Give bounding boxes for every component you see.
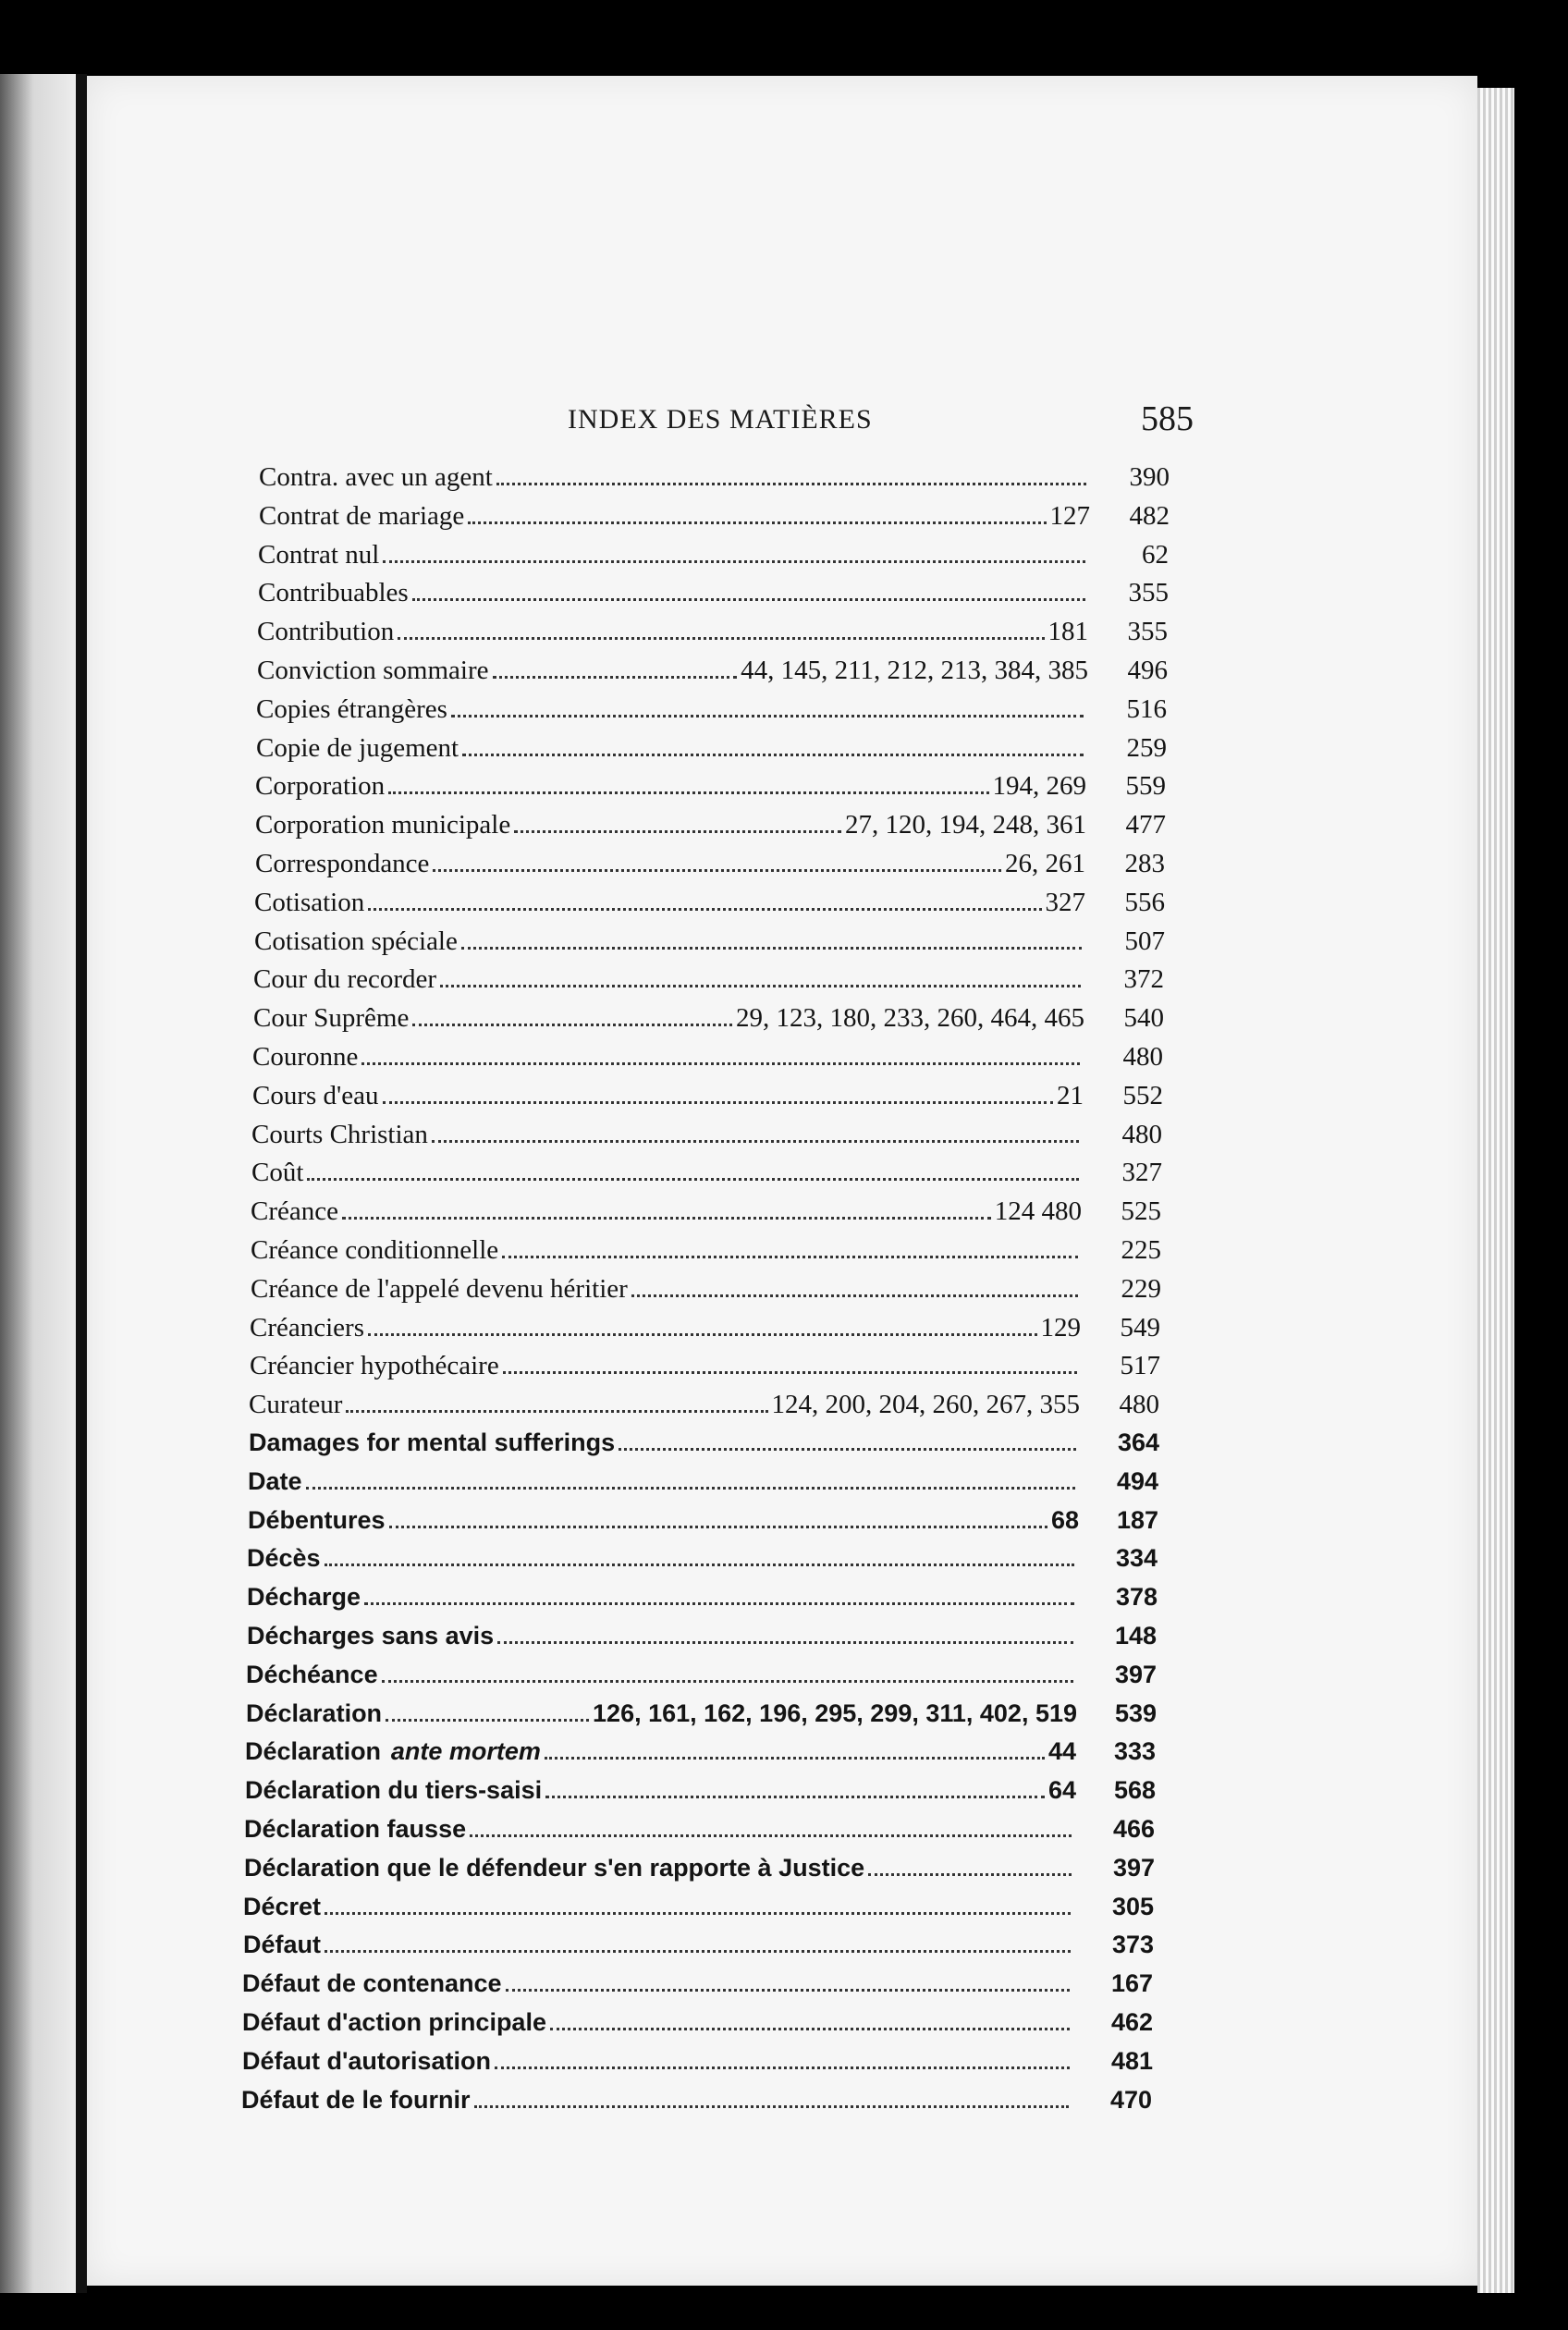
dot-leader — [550, 2020, 1070, 2030]
index-entry — [242, 2047, 1153, 2086]
index-entry-refs: 26, 261 — [1005, 849, 1085, 878]
index-entry — [243, 1931, 1154, 1969]
dot-leader — [432, 1133, 1079, 1143]
index-entry-term: Contribution — [257, 617, 395, 646]
index-entry-term: Déclaration du tiers-saisi — [245, 1776, 543, 1804]
index-entry-term: Créance de l'appelé devenu héritier — [251, 1274, 628, 1304]
index-entry-page: 517 — [1120, 1351, 1160, 1380]
index-entry-refs: 181 — [1047, 617, 1088, 646]
dot-leader — [545, 1788, 1045, 1798]
index-entry-term: Créancier hypothécaire — [250, 1351, 499, 1380]
index-entry — [247, 1622, 1157, 1661]
dot-leader — [493, 668, 738, 679]
dot-leader — [325, 1943, 1071, 1953]
index-entry — [254, 926, 1165, 965]
dot-leader — [433, 862, 1001, 872]
index-entry-page: 283 — [1124, 849, 1165, 878]
dot-leader — [383, 553, 1085, 563]
index-entry — [259, 462, 1170, 501]
index-entry — [258, 540, 1169, 579]
index-entry-term: Courts Christian — [251, 1120, 428, 1149]
index-entry — [247, 1583, 1158, 1622]
index-entry-page: 305 — [1111, 1893, 1154, 1920]
index-entry-page: 480 — [1122, 1042, 1163, 1072]
index-entry-refs: 44 — [1047, 1737, 1076, 1765]
index-entry — [242, 1969, 1153, 2008]
index-entry-page: 568 — [1113, 1776, 1156, 1804]
index-entry-refs: 129 — [1040, 1313, 1081, 1343]
index-entry — [250, 1313, 1160, 1352]
index-entry-term: Débentures — [248, 1506, 386, 1534]
running-header-title: INDEX DES MATIÈRES — [568, 404, 873, 435]
index-entry-refs: 68 — [1050, 1506, 1079, 1534]
index-entry-page: 167 — [1110, 1969, 1153, 1997]
index-entry — [258, 578, 1169, 617]
dot-leader — [306, 1479, 1075, 1490]
index-entry-page: 480 — [1119, 1390, 1159, 1419]
index-entry — [248, 1467, 1158, 1506]
index-entry-page: 494 — [1116, 1467, 1158, 1495]
book-spine — [76, 74, 87, 2293]
index-entry — [256, 733, 1167, 772]
index-entry-page: 477 — [1125, 810, 1166, 840]
index-entry-page: 462 — [1110, 2008, 1153, 2036]
index-entry-refs: 21 — [1057, 1081, 1084, 1110]
dot-leader — [440, 977, 1081, 987]
index-entry-term: Déchéance — [246, 1661, 378, 1688]
index-entry-page: 364 — [1117, 1429, 1159, 1456]
dot-leader — [412, 1016, 732, 1026]
index-entry — [249, 1390, 1159, 1429]
index-entry-term: Corporation municipale — [255, 810, 511, 840]
index-entry — [248, 1506, 1158, 1545]
index-entry-term: Décret — [243, 1893, 322, 1920]
left-page-edge — [0, 74, 83, 2293]
index-entry-page: 333 — [1113, 1737, 1156, 1765]
dot-leader — [495, 2059, 1070, 2069]
index-entry-term: Défaut de le fournir — [241, 2086, 471, 2114]
index-entry-refs: 126, 161, 162, 196, 295, 299, 311, 402, 519 — [593, 1699, 1077, 1727]
index-entry — [242, 2008, 1153, 2047]
index-entry — [249, 1429, 1159, 1467]
index-entry — [255, 771, 1166, 810]
dot-leader — [364, 1595, 1074, 1605]
index-entry-term: Défaut de contenance — [242, 1969, 502, 1997]
index-entry-page: 225 — [1121, 1235, 1161, 1265]
index-entry — [250, 1351, 1160, 1390]
dot-leader — [470, 1827, 1072, 1837]
index-entry-page: 559 — [1125, 771, 1166, 801]
index-entry-page: 466 — [1112, 1815, 1155, 1843]
index-entry — [255, 849, 1165, 888]
dot-leader — [496, 475, 1086, 485]
index-entry — [251, 1158, 1162, 1196]
index-entry-term: Créance conditionnelle — [251, 1235, 499, 1265]
index-entry-page: 516 — [1126, 694, 1167, 724]
index-entry — [251, 1235, 1161, 1274]
index-entry-term: Cour Suprême — [253, 1003, 410, 1033]
index-entry-page: 334 — [1115, 1544, 1158, 1572]
index-entry — [245, 1776, 1156, 1815]
index-entry-page: 373 — [1111, 1931, 1154, 1958]
index-entry — [252, 1042, 1163, 1081]
index-entry — [259, 501, 1170, 540]
index-entry-refs: 194, 269 — [992, 771, 1086, 801]
index-entry-page: 539 — [1114, 1699, 1157, 1727]
index-entry — [256, 694, 1167, 733]
index-entry — [244, 1815, 1155, 1854]
index-entry-page: 229 — [1121, 1274, 1161, 1304]
dot-leader — [346, 1403, 767, 1413]
dot-leader — [368, 1326, 1037, 1336]
index-entry-term: Couronne — [252, 1042, 359, 1072]
index-entry — [253, 1003, 1164, 1042]
dot-leader — [868, 1866, 1072, 1876]
index-entry-term: Cours d'eau — [252, 1081, 379, 1110]
index-entry-term-italic: ante mortem — [390, 1737, 541, 1765]
dot-leader — [383, 1094, 1053, 1104]
index-entry-refs: 124 480 — [994, 1196, 1082, 1226]
index-entry-page: 482 — [1129, 501, 1170, 531]
dot-leader — [497, 1634, 1073, 1644]
index-entry-term: Copie de jugement — [256, 733, 459, 763]
index-entry-page: 481 — [1110, 2047, 1153, 2075]
index-entry-page: 355 — [1127, 617, 1168, 646]
dot-leader — [514, 823, 841, 833]
dot-leader — [506, 1981, 1070, 1992]
index-entry-term: Conviction sommaire — [257, 656, 489, 685]
index-entry-page: 148 — [1114, 1622, 1157, 1649]
index-entry — [243, 1893, 1154, 1931]
dot-leader — [503, 1364, 1077, 1374]
index-entry-term: Curateur — [249, 1390, 343, 1419]
index-entry-page: 525 — [1121, 1196, 1161, 1226]
index-entry-term: Défaut d'autorisation — [242, 2047, 491, 2075]
page-stack-edge — [1477, 88, 1514, 2293]
dot-leader — [631, 1287, 1078, 1297]
page-number: 585 — [1141, 399, 1194, 438]
dot-leader — [307, 1171, 1079, 1181]
index-entry-refs: 127 — [1049, 501, 1090, 531]
index-entry-term: Décès — [247, 1544, 321, 1572]
index-entry-term: Décharges sans avis — [247, 1622, 495, 1649]
dot-leader — [545, 1749, 1045, 1760]
index-entry — [252, 1081, 1163, 1120]
index-entry-page: 355 — [1128, 578, 1169, 607]
index-entry-term: Contrat de mariage — [259, 501, 465, 531]
index-entry-refs: 124, 200, 204, 260, 267, 355 — [771, 1390, 1080, 1419]
index-entry-page: 540 — [1123, 1003, 1164, 1033]
index-entry-term: Corporation — [255, 771, 386, 801]
index-entry — [246, 1699, 1157, 1738]
index-entry-page: 397 — [1112, 1854, 1155, 1882]
dot-leader — [342, 1209, 991, 1220]
index-entry-page: 549 — [1120, 1313, 1160, 1343]
dot-leader — [388, 784, 988, 794]
index-entry-page: 390 — [1129, 462, 1170, 492]
index-entry-term: Cour du recorder — [253, 964, 437, 994]
dot-leader — [398, 630, 1044, 640]
index-entry-page: 62 — [1142, 540, 1169, 570]
index-entry — [253, 964, 1164, 1003]
index-entry — [254, 888, 1165, 926]
index-entry-term: Contribuables — [258, 578, 409, 607]
dot-leader — [468, 514, 1046, 524]
index-entry — [251, 1196, 1161, 1235]
dot-leader — [325, 1556, 1074, 1566]
index-entry — [255, 810, 1166, 849]
index-entry-page: 259 — [1126, 733, 1167, 763]
index-entry — [257, 656, 1168, 694]
index-entry-page: 507 — [1124, 926, 1165, 956]
dot-leader — [412, 591, 1085, 601]
index-entry — [244, 1854, 1155, 1893]
index-entry-refs: 27, 120, 194, 248, 361 — [845, 810, 1086, 840]
index-entry — [247, 1544, 1158, 1583]
index-entry-page: 556 — [1124, 888, 1165, 917]
index-entry-term: Correspondance — [255, 849, 430, 878]
index-entry-page: 378 — [1115, 1583, 1158, 1611]
index-entry-page: 480 — [1121, 1120, 1162, 1149]
index-entry-page: 552 — [1122, 1081, 1163, 1110]
index-entry — [257, 617, 1168, 656]
index-entry-term: Défaut — [243, 1931, 322, 1958]
index-entry-term: Créance — [251, 1196, 338, 1226]
dot-leader — [619, 1441, 1076, 1451]
dot-leader — [461, 939, 1082, 950]
index-entry-page: 327 — [1121, 1158, 1162, 1187]
index-entry-refs: 64 — [1047, 1776, 1076, 1804]
dot-leader — [325, 1905, 1071, 1915]
index-entry — [251, 1120, 1162, 1159]
index-entry-page: 397 — [1114, 1661, 1157, 1688]
index-entry-term: Copies étrangères — [256, 694, 447, 724]
index-entry-term: Décharge — [247, 1583, 361, 1611]
index-entry-page: 470 — [1109, 2086, 1152, 2114]
running-header — [87, 399, 1477, 460]
index-entry-term: Damages for mental sufferings — [249, 1429, 616, 1456]
index-entry-term: Créanciers — [250, 1313, 364, 1343]
dot-leader — [502, 1248, 1078, 1258]
dot-leader — [361, 1055, 1080, 1065]
index-entry-page: 187 — [1116, 1506, 1158, 1534]
index-entry — [251, 1274, 1161, 1313]
index-entry-term: Date — [248, 1467, 302, 1495]
index-entry-term: Contra. avec un agent — [259, 462, 493, 492]
dot-leader — [386, 1711, 589, 1722]
dot-leader — [389, 1518, 1047, 1528]
index-entry-term: Défaut d'action principale — [242, 2008, 546, 2036]
index-entry-refs: 29, 123, 180, 233, 260, 464, 465 — [736, 1003, 1084, 1033]
index-entry-page: 372 — [1123, 964, 1164, 994]
dot-leader — [451, 707, 1084, 717]
index-entry-term: Coût — [251, 1158, 304, 1187]
index-entry-term: Déclaration fausse — [244, 1815, 467, 1843]
dot-leader — [368, 901, 1041, 911]
index-entry-term: Contrat nul — [258, 540, 380, 570]
index-entry-term: Cotisation — [254, 888, 365, 917]
index-entry-term: Déclaration — [245, 1737, 382, 1765]
dot-leader — [474, 2098, 1069, 2108]
index-entry-refs: 327 — [1045, 888, 1085, 917]
index-entry-term: Déclaration — [246, 1699, 383, 1727]
index-entry-term: Cotisation spéciale — [254, 926, 458, 956]
index-entry-term: Déclaration que le défendeur s'en rapporte à Justice — [244, 1854, 865, 1882]
index-entry — [246, 1661, 1157, 1699]
index-entry-page: 496 — [1127, 656, 1168, 685]
index-page — [87, 76, 1477, 2286]
index-entry-refs: 44, 145, 211, 212, 213, 384, 385 — [741, 656, 1088, 685]
dot-leader — [462, 746, 1084, 756]
index-entry — [241, 2086, 1152, 2125]
index-entry — [245, 1737, 1156, 1776]
dot-leader — [382, 1673, 1073, 1683]
